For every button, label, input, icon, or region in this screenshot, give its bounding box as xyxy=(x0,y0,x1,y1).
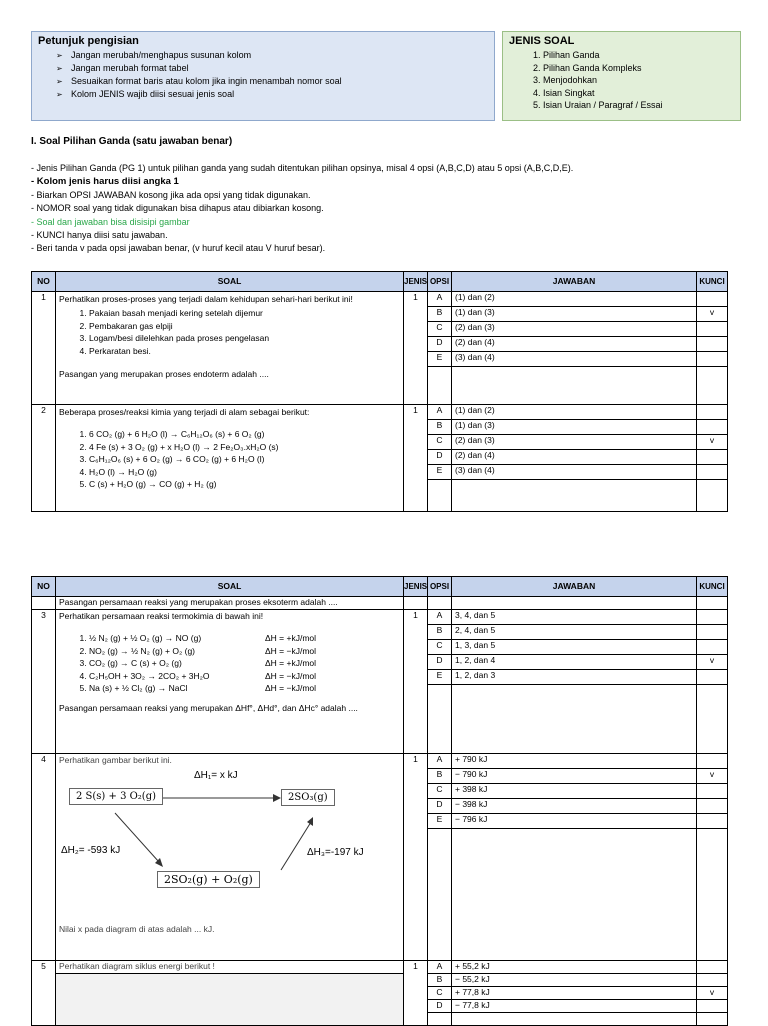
table-row xyxy=(32,974,728,987)
option-answer[interactable]: + 77,8 kJ xyxy=(452,987,697,1000)
option-letter: B xyxy=(428,307,452,322)
question-jenis[interactable]: 1 xyxy=(404,292,428,405)
option-letter: E xyxy=(428,814,452,829)
table-row xyxy=(32,292,728,307)
table-row xyxy=(32,961,728,974)
question-number: 3 xyxy=(32,610,56,754)
option-letter: B xyxy=(428,625,452,640)
option-key[interactable]: v xyxy=(697,987,728,1000)
option-key[interactable] xyxy=(697,420,728,435)
option-answer[interactable]: (3) dan (4) xyxy=(452,465,697,480)
option-letter: A xyxy=(428,961,452,974)
note-line: - Kolom jenis harus diisi angka 1 xyxy=(31,176,179,188)
option-answer[interactable]: − 398 kJ xyxy=(452,799,697,814)
option-letter: D xyxy=(428,337,452,352)
question-type-item: 2. Pilihan Ganda Kompleks xyxy=(543,62,740,75)
option-letter: E xyxy=(428,465,452,480)
question-type-item: 3. Menjodohkan xyxy=(543,74,740,87)
option-answer[interactable]: (2) dan (3) xyxy=(452,322,697,337)
option-key[interactable] xyxy=(697,640,728,655)
question-type-item: 4. Isian Singkat xyxy=(543,87,740,100)
instructions-box xyxy=(31,31,495,121)
option-key[interactable] xyxy=(697,670,728,685)
option-answer[interactable]: 1, 2, dan 3 xyxy=(452,670,697,685)
option-answer[interactable]: + 55,2 kJ xyxy=(452,961,697,974)
header-no: NO xyxy=(32,272,56,292)
option-key[interactable]: v xyxy=(697,655,728,670)
diagram-h2-label: ΔH₂= -593 kJ xyxy=(61,845,121,856)
table-row xyxy=(32,610,728,625)
option-answer[interactable]: (2) dan (3) xyxy=(452,435,697,450)
header-opsi: OPSI xyxy=(428,272,452,292)
instructions-title: Petunjuk pengisian xyxy=(38,35,139,47)
table-row xyxy=(32,405,728,420)
option-key[interactable] xyxy=(697,784,728,799)
note-line: - KUNCI hanya diisi satu jawaban. xyxy=(31,230,168,241)
option-letter: C xyxy=(428,987,452,1000)
arrow-bullet-icon: ➢ xyxy=(56,77,63,86)
option-key[interactable] xyxy=(697,974,728,987)
option-key[interactable] xyxy=(697,754,728,769)
option-letter: B xyxy=(428,769,452,784)
note-line: - Biarkan OPSI JAWABAN kosong jika ada opsi yang tidak digunakan. xyxy=(31,189,311,200)
note-line: - NOMOR soal yang tidak digunakan bisa dihapus atau dibiarkan kosong. xyxy=(31,203,324,214)
option-key[interactable]: v xyxy=(697,435,728,450)
option-letter: C xyxy=(428,435,452,450)
option-key[interactable]: v xyxy=(697,769,728,784)
question-continuation[interactable]: Pasangan persamaan reaksi yang merupakan proses eksoterm adalah .... xyxy=(56,597,404,610)
header-no: NO xyxy=(32,577,56,597)
option-letter: A xyxy=(428,610,452,625)
diagram-start-box: 2 S(s) + 3 O₂(g) xyxy=(69,788,163,805)
question-text[interactable]: Perhatikan diagram siklus energi berikut ! xyxy=(56,961,404,974)
question-jenis[interactable]: 1 xyxy=(404,961,428,1026)
diagram-h1-label: ΔH₁= x kJ xyxy=(194,770,238,781)
option-key[interactable] xyxy=(697,405,728,420)
option-key[interactable] xyxy=(697,610,728,625)
option-letter: A xyxy=(428,405,452,420)
option-letter: B xyxy=(428,974,452,987)
option-answer[interactable]: − 55,2 kJ xyxy=(452,974,697,987)
question-type-item: 5. Isian Uraian / Paragraf / Essai xyxy=(543,99,740,112)
option-key[interactable] xyxy=(697,450,728,465)
question-type-item: 1. Pilihan Ganda xyxy=(543,49,740,62)
option-answer[interactable]: − 77,8 kJ xyxy=(452,1000,697,1013)
question-text[interactable]: Beberapa proses/reaksi kimia yang terjadi di alam sebagai berikut: 1. 6 CO₂ (g) + 6 H₂O (l) → C₆H₁₂O₆ (s) + 6 O₂ (g) 2. 4 Fe (s) + 3 O₂ (g) + x H₂O (l) → 2 Fe₂O₃.xH₂O (s) 3. C₆H₁₂O₆ (s) + 6 O₂ (g) → 6 CO₂ (g) + 6 H₂O (l) 4. H₂O (l) → H₂O (g) 5. C (s) + H₂O (g) → CO (g) + H₂ (g) xyxy=(56,405,404,512)
table-row xyxy=(32,754,728,769)
option-answer[interactable]: + 398 kJ xyxy=(452,784,697,799)
question-number: 4 xyxy=(32,754,56,961)
option-key[interactable] xyxy=(697,352,728,367)
option-answer[interactable]: (1) dan (3) xyxy=(452,420,697,435)
option-answer[interactable]: (3) dan (4) xyxy=(452,352,697,367)
instructions-list xyxy=(32,49,494,101)
header-soal: SOAL xyxy=(56,577,404,597)
option-key[interactable] xyxy=(697,799,728,814)
option-answer[interactable]: − 790 kJ xyxy=(452,769,697,784)
option-letter: D xyxy=(428,1000,452,1013)
option-letter: C xyxy=(428,640,452,655)
option-letter: D xyxy=(428,655,452,670)
question-text[interactable]: Perhatikan persamaan reaksi termokimia di bawah ini! 1. ½ N₂ (g) + ½ O₂ (g) → NO (g) ΔH = +kJ/mol 2. NO₂ (g) → ½ N₂ (g) + O₂ (g) ΔH = −kJ/mol 3. CO₂ (g) → C (s) + O₂ (g) ΔH = +kJ/mol 4. C₂H₅OH + 3O₂ → 2CO₂ + 3H₂O ΔH = −kJ/mol 5. Na (s) + ½ Cl₂ (g) → NaCl ΔH = −kJ/mol Pasangan persamaan reaksi yang merupakan ΔHf°, ΔHd°, dan ΔHc° adalah .... xyxy=(56,610,404,754)
question-types-title: JENIS SOAL xyxy=(509,35,575,47)
note-line: - Beri tanda v pada opsi jawaban benar, (v huruf kecil atau V huruf besar). xyxy=(31,243,326,254)
note-line: - Soal dan jawaban bisa disisipi gambar xyxy=(31,216,190,227)
option-key[interactable] xyxy=(697,961,728,974)
option-answer[interactable]: 3, 4, dan 5 xyxy=(452,610,697,625)
header-jawaban: JAWABAN xyxy=(452,577,697,597)
question-text[interactable]: Perhatikan gambar berikut ini. 2 S(s) + 3 O₂(g) 2SO₃(g) 2SO₂(g) + O₂(g) ΔH₁= x kJ ΔH₂= -593 kJ ΔH₃=-197 kJ Nilai x pada diagram di atas adalah ... kJ. xyxy=(56,754,404,961)
header-opsi: OPSI xyxy=(428,577,452,597)
instruction-item: ➢ Kolom JENIS wajib diisi sesuai jenis soal xyxy=(56,89,235,99)
option-answer[interactable]: (2) dan (4) xyxy=(452,337,697,352)
question-number: 5 xyxy=(32,961,56,1026)
option-key[interactable] xyxy=(697,337,728,352)
option-key[interactable] xyxy=(697,1000,728,1013)
arrow-bullet-icon: ➢ xyxy=(56,51,63,60)
header-kunci: KUNCI xyxy=(697,272,728,292)
option-answer[interactable]: (1) dan (3) xyxy=(452,307,697,322)
header-jawaban: JAWABAN xyxy=(452,272,697,292)
energy-cycle-diagram xyxy=(61,770,397,920)
option-letter: C xyxy=(428,322,452,337)
question-body[interactable] xyxy=(56,974,404,1026)
arrow-bullet-icon: ➢ xyxy=(56,90,63,99)
option-answer[interactable]: (2) dan (4) xyxy=(452,450,697,465)
section-notes xyxy=(31,162,741,256)
note-line: - Jenis Pilihan Ganda (PG 1) untuk pilihan ganda yang sudah ditentukan pilihan opsinya, misal 4 opsi (A,B,C,D) atau 5 opsi (A,B,C,D,E). xyxy=(31,163,574,173)
section-title: I. Soal Pilihan Ganda (satu jawaban benar) xyxy=(31,136,233,147)
option-letter: D xyxy=(428,799,452,814)
question-table-2 xyxy=(31,576,728,1026)
instruction-item: ➢ Sesuaikan format baris atau kolom jika ingin menambah nomor soal xyxy=(56,76,342,86)
option-key[interactable]: v xyxy=(697,307,728,322)
question-number: 2 xyxy=(32,405,56,512)
option-letter: A xyxy=(428,754,452,769)
header-jenis: JENIS xyxy=(404,272,428,292)
option-key[interactable] xyxy=(697,814,728,829)
header-jenis: JENIS xyxy=(404,577,428,597)
instruction-item: ➢ Jangan merubah format tabel xyxy=(56,63,189,73)
diagram-end-box: 2SO₃(g) xyxy=(281,789,335,806)
option-answer[interactable]: (1) dan (2) xyxy=(452,405,697,420)
diagram-h3-label: ΔH₃=-197 kJ xyxy=(307,847,364,858)
table-row xyxy=(32,597,728,610)
arrow-bullet-icon: ➢ xyxy=(56,64,63,73)
option-answer[interactable]: 1, 2, dan 4 xyxy=(452,655,697,670)
option-key[interactable] xyxy=(697,465,728,480)
option-answer[interactable]: − 796 kJ xyxy=(452,814,697,829)
table-header-row xyxy=(32,577,728,597)
option-letter: C xyxy=(428,784,452,799)
table-header-row xyxy=(32,272,728,292)
diagram-middle-box: 2SO₂(g) + O₂(g) xyxy=(157,871,260,888)
question-jenis[interactable]: 1 xyxy=(404,610,428,754)
option-answer[interactable]: + 790 kJ xyxy=(452,754,697,769)
option-letter: E xyxy=(428,670,452,685)
option-key[interactable] xyxy=(697,292,728,307)
option-letter: B xyxy=(428,420,452,435)
question-jenis[interactable]: 1 xyxy=(404,754,428,961)
header-kunci: KUNCI xyxy=(697,577,728,597)
option-answer[interactable]: 1, 3, dan 5 xyxy=(452,640,697,655)
option-letter: E xyxy=(428,352,452,367)
question-number: 1 xyxy=(32,292,56,405)
option-key[interactable] xyxy=(697,625,728,640)
header-soal: SOAL xyxy=(56,272,404,292)
question-types-box xyxy=(502,31,741,121)
option-answer[interactable]: (1) dan (2) xyxy=(452,292,697,307)
question-types-list xyxy=(503,49,740,112)
option-letter: A xyxy=(428,292,452,307)
question-jenis[interactable]: 1 xyxy=(404,405,428,512)
option-answer[interactable]: 2, 4, dan 5 xyxy=(452,625,697,640)
question-text[interactable]: Perhatikan proses-proses yang terjadi dalam kehidupan sehari-hari berikut ini! 1. Pakaian basah menjadi kering setelah dijemur 2. Pembakaran gas elpiji 3. Logam/besi dilelehkan pada proses pengelasan 4. Perkaratan besi. Pasangan yang merupakan proses endoterm adalah .... xyxy=(56,292,404,405)
option-letter: D xyxy=(428,450,452,465)
question-table-1 xyxy=(31,271,728,512)
instruction-item: ➢ Jangan merubah/menghapus susunan kolom xyxy=(56,50,252,60)
option-key[interactable] xyxy=(697,322,728,337)
